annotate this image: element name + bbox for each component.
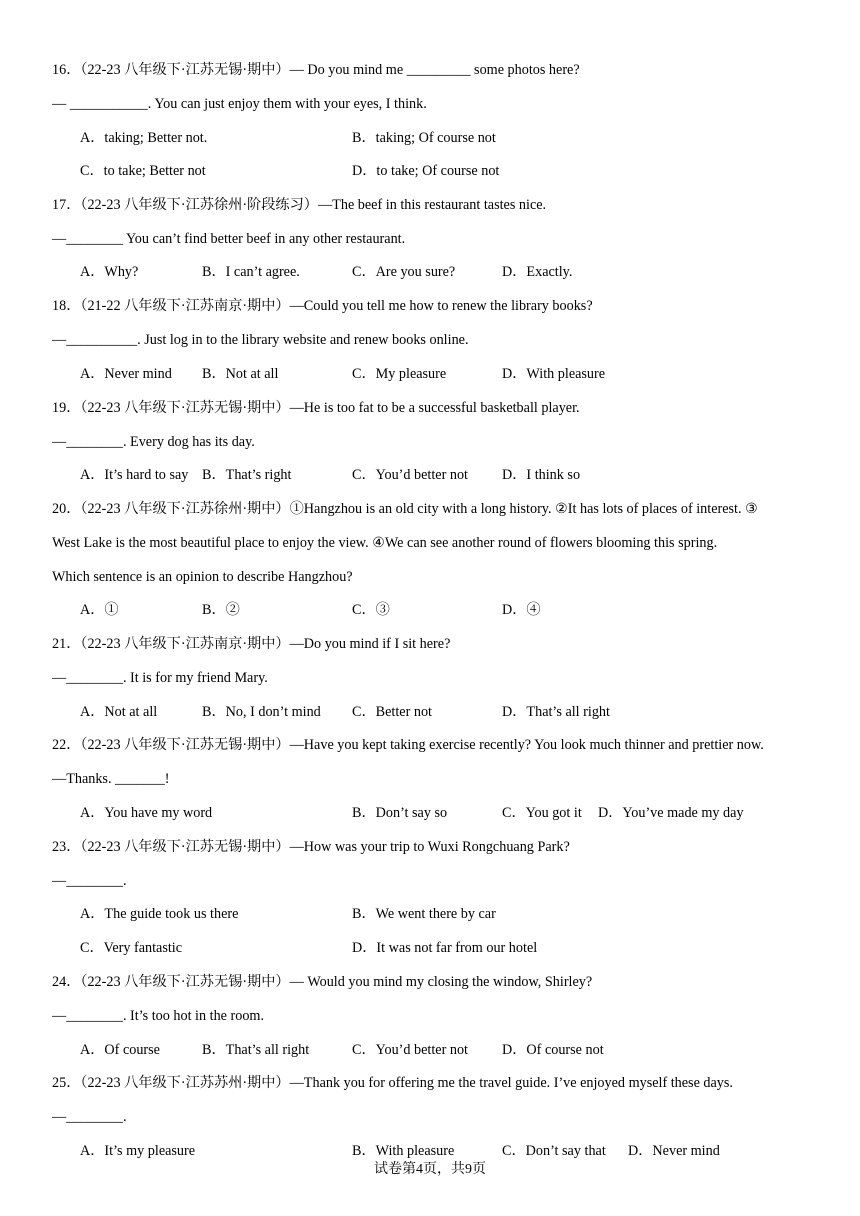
- question-stem: 23．（22-23 八年级下·江苏无锡·期中）—How was your trip to Wuxi Rongchuang Park?: [52, 839, 570, 855]
- question-line: —________. It is for my friend Mary.: [52, 670, 268, 686]
- answer-option[interactable]: C．Very fantastic: [80, 940, 183, 956]
- answer-option[interactable]: D．to take; Of course not: [352, 163, 500, 179]
- answer-option[interactable]: B．We went there by car: [352, 906, 496, 922]
- answer-option[interactable]: B．Not at all: [202, 366, 279, 382]
- option-row: [80, 598, 840, 622]
- option-row: [80, 362, 840, 386]
- answer-option[interactable]: A．Why?: [80, 264, 139, 280]
- option-row: [80, 159, 840, 183]
- question-stem: 19．（22-23 八年级下·江苏无锡·期中）—He is too fat to be a successful basketball player.: [52, 400, 580, 416]
- option-row: [80, 463, 840, 487]
- answer-option[interactable]: D．That’s all right: [502, 704, 610, 720]
- question-stem: 20．（22-23 八年级下·江苏徐州·期中）①Hangzhou is an old city with a long history. ②It has lots of places of interest. ③: [52, 501, 758, 517]
- question-line: —________ You can’t find better beef in any other restaurant.: [52, 231, 406, 247]
- option-row: [80, 936, 840, 960]
- option-row: [80, 700, 840, 724]
- option-row: [80, 1038, 840, 1062]
- question-line: — ___________. You can just enjoy them with your eyes, I think.: [52, 96, 427, 112]
- question-line: —________. Every dog has its day.: [52, 434, 255, 450]
- answer-option[interactable]: C．My pleasure: [352, 366, 447, 382]
- answer-option[interactable]: A．Of course: [80, 1042, 160, 1058]
- option-row: [80, 902, 840, 926]
- answer-option[interactable]: B．taking; Of course not: [352, 130, 496, 146]
- option-row: [80, 260, 840, 284]
- answer-option[interactable]: C．You got it: [502, 805, 582, 821]
- question-line: —________.: [52, 1109, 127, 1125]
- question-line: —Thanks. _______!: [52, 771, 170, 787]
- answer-option[interactable]: C．③: [352, 602, 390, 618]
- answer-option[interactable]: B．That’s right: [202, 467, 292, 483]
- answer-option[interactable]: A．The guide took us there: [80, 906, 239, 922]
- answer-option[interactable]: C．to take; Better not: [80, 163, 206, 179]
- question-line: —________. It’s too hot in the room.: [52, 1008, 265, 1024]
- answer-option[interactable]: A．You have my word: [80, 805, 213, 821]
- answer-option[interactable]: B．Don’t say so: [352, 805, 448, 821]
- answer-option[interactable]: D．④: [502, 602, 541, 618]
- answer-option[interactable]: A．Not at all: [80, 704, 158, 720]
- answer-option[interactable]: B．That’s all right: [202, 1042, 310, 1058]
- answer-option[interactable]: D．With pleasure: [502, 366, 606, 382]
- option-row: [80, 126, 840, 150]
- answer-option[interactable]: C．You’d better not: [352, 467, 468, 483]
- answer-option[interactable]: D．Never mind: [628, 1143, 720, 1159]
- page-footer: 试卷第4页，共9页: [374, 1162, 486, 1177]
- answer-option[interactable]: B．I can’t agree.: [202, 264, 300, 280]
- answer-option[interactable]: D．It was not far from our hotel: [352, 940, 538, 956]
- question-stem: 18．（21-22 八年级下·江苏南京·期中）—Could you tell me how to renew the library books?: [52, 298, 593, 314]
- answer-option[interactable]: C．You’d better not: [352, 1042, 468, 1058]
- question-line: West Lake is the most beautiful place to enjoy the view. ④We can see another round of flowers blooming this spring.: [52, 535, 718, 551]
- question-line: —________.: [52, 873, 127, 889]
- answer-option[interactable]: B．With pleasure: [352, 1143, 455, 1159]
- answer-option[interactable]: C．Don’t say that: [502, 1143, 606, 1159]
- option-row: [80, 801, 840, 825]
- answer-option[interactable]: A．①: [80, 602, 119, 618]
- question-stem: 25．（22-23 八年级下·江苏苏州·期中）—Thank you for offering me the travel guide. I’ve enjoyed myself these days.: [52, 1075, 733, 1091]
- question-stem: 21．（22-23 八年级下·江苏南京·期中）—Do you mind if I sit here?: [52, 636, 451, 652]
- question-line: Which sentence is an opinion to describe Hangzhou?: [52, 569, 353, 585]
- answer-option[interactable]: D．Of course not: [502, 1042, 604, 1058]
- answer-option[interactable]: D．I think so: [502, 467, 581, 483]
- answer-option[interactable]: C．Better not: [352, 704, 432, 720]
- answer-option[interactable]: A．It’s my pleasure: [80, 1143, 196, 1159]
- question-line: —__________. Just log in to the library website and renew books online.: [52, 332, 469, 348]
- question-stem: 24．（22-23 八年级下·江苏无锡·期中）— Would you mind my closing the window, Shirley?: [52, 974, 593, 990]
- question-stem: 22．（22-23 八年级下·江苏无锡·期中）—Have you kept taking exercise recently? You look much thinner and prettier now.: [52, 737, 764, 753]
- answer-option[interactable]: D．Exactly.: [502, 264, 573, 280]
- answer-option[interactable]: A．taking; Better not.: [80, 130, 208, 146]
- question-stem: 17．（22-23 八年级下·江苏徐州·阶段练习）—The beef in this restaurant tastes nice.: [52, 197, 547, 213]
- answer-option[interactable]: A．It’s hard to say: [80, 467, 189, 483]
- question-stem: 16．（22-23 八年级下·江苏无锡·期中）— Do you mind me _________ some photos here?: [52, 62, 580, 78]
- answer-option[interactable]: D．You’ve made my day: [598, 805, 744, 821]
- answer-option[interactable]: C．Are you sure?: [352, 264, 456, 280]
- answer-option[interactable]: B．②: [202, 602, 240, 618]
- answer-option[interactable]: B．No, I don’t mind: [202, 704, 321, 720]
- answer-option[interactable]: A．Never mind: [80, 366, 172, 382]
